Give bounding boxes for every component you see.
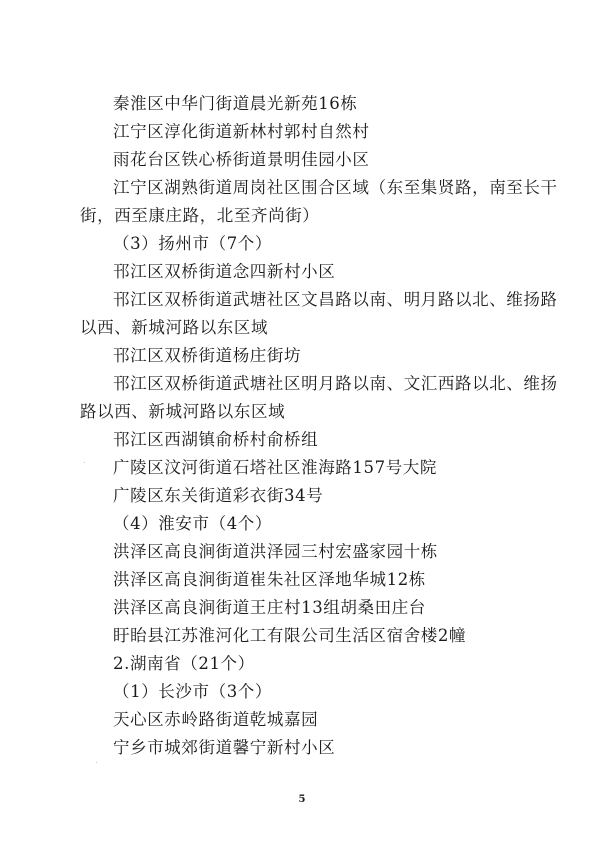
list-item-continuation: 以西、新城河路以东区域: [80, 318, 269, 337]
scan-speck: [84, 462, 85, 463]
list-item: 江宁区湖熟街道周岗社区围合区域（东至集贤路，南至长干: [113, 178, 558, 197]
list-item: 邗江区西湖镇俞桥村俞桥组: [113, 430, 319, 449]
list-item: 广陵区东关街道彩衣街34号: [113, 486, 324, 505]
list-item-continuation: 街，西至康庄路，北至齐尚街）: [80, 206, 320, 225]
list-item: 江宁区淳化街道新林村郭村自然村: [113, 122, 370, 141]
section-heading-hunan: 2.湖南省（21个）: [113, 654, 255, 673]
list-item: 邗江区双桥街道念四新村小区: [113, 262, 336, 281]
list-item: 广陵区汶河街道石塔社区淮海路157号大院: [113, 458, 437, 477]
list-item: 邗江区双桥街道武塘社区明月路以南、文汇西路以北、维扬: [113, 374, 558, 393]
list-item: 洪泽区高良涧街道王庄村13组胡桑田庄台: [113, 598, 426, 617]
scan-speck: [96, 762, 97, 763]
section-heading-huaian: （4）淮安市（4个）: [113, 514, 272, 533]
list-item: 雨花台区铁心桥街道景明佳园小区: [113, 150, 370, 169]
list-item: 宁乡市城郊街道馨宁新村小区: [113, 738, 336, 757]
section-heading-changsha: （1）长沙市（3个）: [113, 682, 272, 701]
list-item: 天心区赤岭路街道乾城嘉园: [113, 710, 319, 729]
list-item: 邗江区双桥街道武塘社区文昌路以南、明月路以北、维扬路: [113, 290, 558, 309]
list-item: 洪泽区高良涧街道崔朱社区泽地华城12栋: [113, 570, 426, 589]
list-item: 邗江区双桥街道杨庄街坊: [113, 346, 302, 365]
list-item: 洪泽区高良涧街道洪泽园三村宏盛家园十栋: [113, 542, 438, 561]
list-item: 盱眙县江苏淮河化工有限公司生活区宿舍楼2幢: [113, 626, 467, 645]
page-number: 5: [298, 794, 306, 805]
list-item: 秦淮区中华门街道晨光新苑16栋: [113, 94, 358, 113]
list-item-continuation: 路以西、新城河路以东区域: [80, 402, 286, 421]
section-heading-yangzhou: （3）扬州市（7个）: [113, 234, 272, 253]
